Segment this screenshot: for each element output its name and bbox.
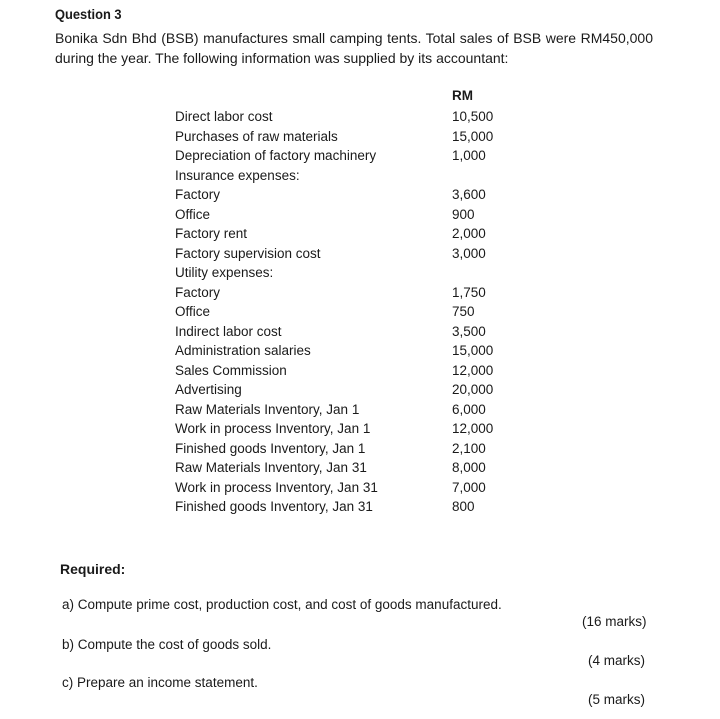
table-row xyxy=(175,480,515,500)
row-value: 3,600 xyxy=(452,187,486,202)
row-label: Administration salaries xyxy=(175,343,311,358)
table-row xyxy=(175,441,515,461)
row-value: 12,000 xyxy=(452,421,494,436)
intro-paragraph: Bonika Sdn Bhd (BSB) manufactures small camping tents. Total sales of BSB were RM450,000 during the year. The following information was supplied by its accountant: xyxy=(55,30,653,66)
row-value: 750 xyxy=(452,304,475,319)
row-value: 3,500 xyxy=(452,323,486,339)
row-value: 8,000 xyxy=(452,460,486,475)
row-label: Purchases of raw materials xyxy=(175,128,338,144)
marks-b: (4 marks) xyxy=(588,653,645,668)
table-row xyxy=(175,246,515,266)
table-row xyxy=(175,109,515,129)
question-b: b) Compute the cost of goods sold. xyxy=(62,637,272,652)
row-label: Insurance expenses: xyxy=(175,167,300,183)
row-label: Utility expenses: xyxy=(175,265,274,280)
row-value: 6,000 xyxy=(452,401,486,417)
table-row xyxy=(175,168,515,188)
table-row xyxy=(175,207,515,227)
table-row xyxy=(175,129,515,149)
marks-c: (5 marks) xyxy=(588,692,645,707)
row-value: 20,000 xyxy=(452,382,494,397)
row-label: Office xyxy=(175,206,211,222)
row-label: Work in process Inventory, Jan 1 xyxy=(175,421,371,436)
currency-header: RM xyxy=(452,88,473,103)
row-label: Raw Materials Inventory, Jan 31 xyxy=(175,460,367,475)
table-row xyxy=(175,285,515,305)
table-row xyxy=(175,226,515,246)
marks-a: (16 marks) xyxy=(582,614,647,629)
row-label: Factory rent xyxy=(175,226,248,241)
row-label: Advertising xyxy=(175,382,242,397)
table-row xyxy=(175,187,515,207)
table-row xyxy=(175,304,515,324)
row-label: Indirect labor cost xyxy=(175,323,282,339)
table-row xyxy=(175,499,515,519)
table-row xyxy=(175,343,515,363)
question-a: a) Compute prime cost, production cost, and cost of goods manufactured. xyxy=(62,597,502,612)
table-row xyxy=(175,324,515,344)
row-label: Factory xyxy=(175,187,221,202)
row-label: Factory supervision cost xyxy=(175,245,321,261)
table-row xyxy=(175,460,515,480)
row-label: Factory xyxy=(175,284,221,300)
row-value: 2,100 xyxy=(452,440,486,456)
table-row xyxy=(175,148,515,168)
table-row xyxy=(175,402,515,422)
row-value: 1,750 xyxy=(452,284,486,300)
row-value: 900 xyxy=(452,206,475,222)
row-value: 3,000 xyxy=(452,245,486,261)
row-value: 15,000 xyxy=(452,343,494,358)
question-title: Question 3 xyxy=(55,6,122,22)
row-label: Raw Materials Inventory, Jan 1 xyxy=(175,401,360,417)
row-value: 1,000 xyxy=(452,148,486,163)
question-c: c) Prepare an income statement. xyxy=(62,675,258,690)
row-label: Sales Commission xyxy=(175,362,287,378)
row-value: 10,500 xyxy=(452,109,494,124)
table-row xyxy=(175,382,515,402)
table-row xyxy=(175,265,515,285)
row-label: Finished goods Inventory, Jan 1 xyxy=(175,440,366,456)
row-value: 7,000 xyxy=(452,479,486,495)
row-label: Direct labor cost xyxy=(175,109,273,124)
required-heading: Required: xyxy=(60,561,126,577)
row-value: 800 xyxy=(452,499,475,514)
row-value: 2,000 xyxy=(452,226,486,241)
table-row xyxy=(175,421,515,441)
row-label: Work in process Inventory, Jan 31 xyxy=(175,479,378,495)
row-label: Depreciation of factory machinery xyxy=(175,148,377,163)
row-value: 12,000 xyxy=(452,362,494,378)
row-label: Finished goods Inventory, Jan 31 xyxy=(175,499,373,514)
row-label: Office xyxy=(175,304,211,319)
row-value: 15,000 xyxy=(452,128,494,144)
table-row xyxy=(175,363,515,383)
